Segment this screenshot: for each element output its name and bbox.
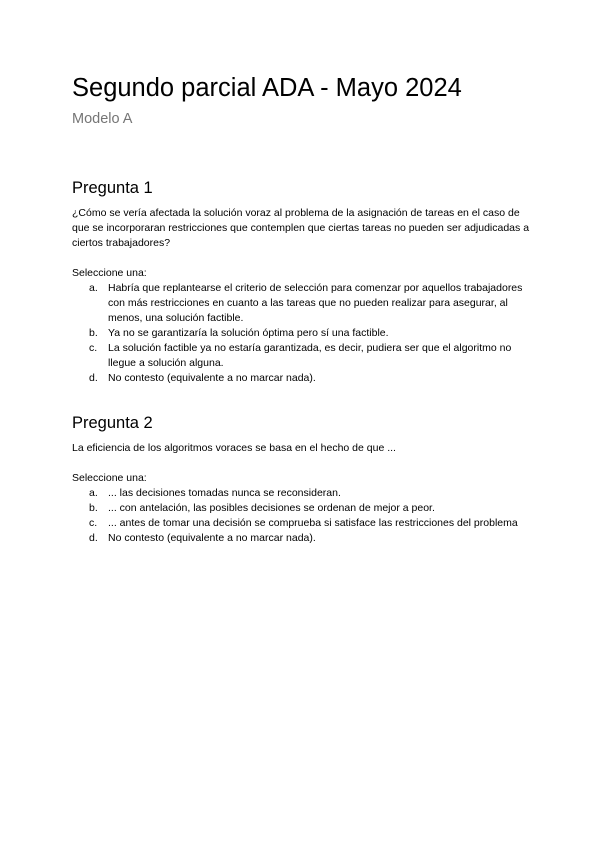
document-title: Segundo parcial ADA - Mayo 2024 [72,74,462,102]
question-1-heading: Pregunta 1 [72,179,153,197]
option-text: ... las decisiones tomadas nunca se reconsideran. [108,487,341,499]
question-1-option-c [72,341,532,371]
option-text: La solución factible ya no estaría garantizada, es decir, pudiera ser que el algoritmo no llegue a solución alguna. [108,342,512,369]
option-text: Habría que replantearse el criterio de selección para comenzar por aquellos trabajadores con más restricciones en cuanto a las tareas que no pueden realizar para asegurar, al menos, una solución factible. [108,282,523,324]
question-2-option-b [72,501,532,516]
question-2-heading: Pregunta 2 [72,414,153,432]
option-text: Ya no se garantizaría la solución óptima pero sí una factible. [108,327,389,339]
option-text: No contesto (equivalente a no marcar nada). [108,372,316,384]
option-text: ... antes de tomar una decisión se comprueba si satisface las restricciones del problema [108,517,518,529]
option-marker: a. [89,282,98,294]
option-marker: b. [89,502,98,514]
question-2-text: La eficiencia de los algoritmos voraces se basa en el hecho de que ... [72,442,396,454]
option-marker: d. [89,372,98,384]
document-subtitle: Modelo A [72,111,133,127]
option-marker: a. [89,487,98,499]
question-2-option-d [72,531,532,546]
question-1-option-b [72,326,532,341]
option-text: ... con antelación, las posibles decisiones se ordenan de mejor a peor. [108,502,435,514]
question-2-select-label: Seleccione una: [72,472,147,484]
option-text: No contesto (equivalente a no marcar nada). [108,532,316,544]
question-1-option-d [72,371,532,386]
question-2-option-a [72,486,532,501]
question-2-options [72,486,532,546]
option-marker: b. [89,327,98,339]
question-1-option-a [72,281,532,326]
question-2-option-c [72,516,532,531]
option-marker: c. [89,517,98,529]
question-2 [72,413,532,546]
question-1-select-label: Seleccione una: [72,267,147,279]
question-1-text: ¿Cómo se vería afectada la solución voraz al problema de la asignación de tareas en el caso de que se incorporaran restricciones que contemplen que ciertas tareas no pueden ser adjudicadas a ciertos trabajadores? [72,207,530,249]
question-1-options [72,281,532,386]
option-marker: c. [89,342,98,354]
question-1 [72,178,532,386]
option-marker: d. [89,532,98,544]
